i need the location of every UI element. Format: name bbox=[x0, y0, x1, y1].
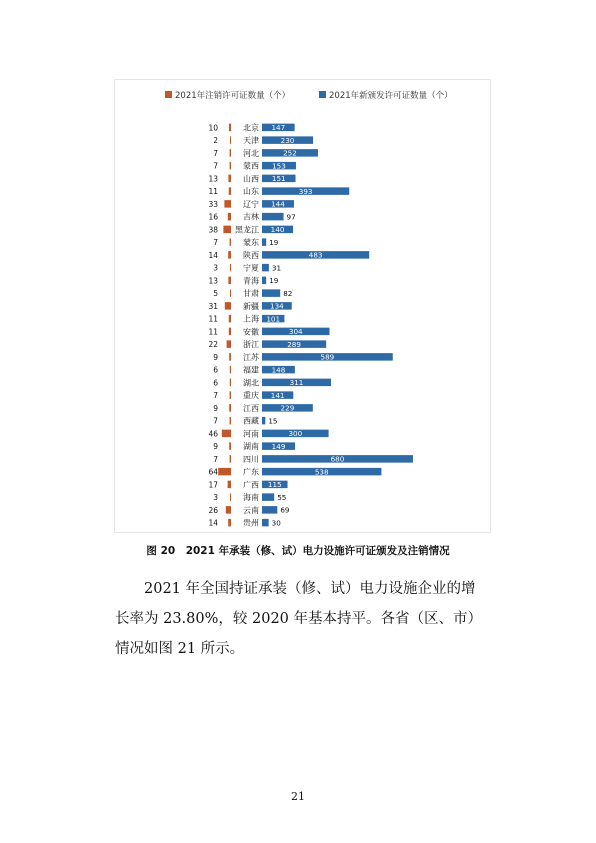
cancelled-value-label: 38 bbox=[208, 225, 218, 235]
cancelled-bar bbox=[230, 136, 231, 144]
cancelled-bar bbox=[229, 353, 231, 361]
issued-bar bbox=[262, 264, 269, 272]
issued-value-label: 69 bbox=[280, 505, 290, 515]
cancelled-value-label: 7 bbox=[213, 161, 218, 171]
category-label: 四川 bbox=[243, 454, 259, 464]
issued-value-label: 153 bbox=[272, 161, 286, 171]
category-label: 辽宁 bbox=[243, 199, 259, 209]
cancelled-bar bbox=[224, 200, 231, 208]
category-label: 蒙东 bbox=[243, 238, 259, 248]
issued-value-label: 393 bbox=[298, 186, 313, 196]
cancelled-value-label: 11 bbox=[208, 314, 218, 324]
issued-value-label: 589 bbox=[320, 352, 335, 362]
cancelled-value-label: 6 bbox=[213, 365, 218, 375]
category-label: 北京 bbox=[243, 123, 259, 133]
cancelled-bar bbox=[230, 149, 231, 157]
issued-value-label: 151 bbox=[271, 174, 286, 184]
body-paragraph-block bbox=[115, 574, 487, 664]
issued-value-label: 149 bbox=[271, 441, 286, 451]
body-paragraph: 2021 年全国持证承装（修、试）电力设施企业的增长率为 23.80%，较 2020 年基本持平。各省（区、市）情况如图 21 所示。 bbox=[115, 581, 483, 657]
category-label: 宁夏 bbox=[243, 263, 259, 273]
category-label: 江西 bbox=[243, 403, 259, 413]
issued-bar bbox=[262, 417, 265, 425]
legend-label-cancelled: 2021年注销许可证数量（个） bbox=[175, 91, 291, 101]
category-label: 西藏 bbox=[243, 416, 259, 426]
cancelled-bar bbox=[228, 277, 231, 285]
cancelled-bar bbox=[228, 481, 231, 489]
cancelled-bar bbox=[226, 506, 231, 514]
category-label: 安徽 bbox=[243, 327, 259, 337]
issued-value-label: 148 bbox=[271, 365, 286, 375]
cancelled-value-label: 7 bbox=[213, 416, 218, 426]
cancelled-bar bbox=[228, 519, 231, 527]
issued-bar bbox=[262, 289, 280, 297]
cancelled-bar bbox=[229, 187, 231, 195]
cancelled-bar bbox=[228, 213, 231, 221]
category-label: 甘肃 bbox=[243, 289, 259, 299]
cancelled-bar bbox=[230, 289, 231, 297]
issued-value-label: 19 bbox=[269, 237, 279, 247]
category-label: 湖北 bbox=[243, 378, 259, 388]
issued-value-label: 538 bbox=[314, 467, 329, 477]
cancelled-value-label: 33 bbox=[208, 199, 218, 209]
issued-value-label: 311 bbox=[289, 378, 304, 388]
issued-value-label: 134 bbox=[270, 301, 284, 311]
cancelled-bar bbox=[228, 251, 231, 259]
figure-caption: 图 20 2021 年承装（修、试）电力设施许可证颁发及注销情况 bbox=[146, 545, 450, 557]
cancelled-value-label: 5 bbox=[213, 289, 218, 299]
issued-value-label: 82 bbox=[283, 288, 293, 298]
category-label: 云南 bbox=[243, 505, 259, 515]
cancelled-bar bbox=[229, 124, 231, 132]
cancelled-value-label: 9 bbox=[213, 352, 218, 362]
issued-bar bbox=[262, 506, 277, 514]
cancelled-value-label: 26 bbox=[208, 505, 218, 515]
cancelled-bar bbox=[230, 493, 231, 501]
category-label: 浙江 bbox=[243, 340, 259, 350]
issued-value-label: 141 bbox=[270, 390, 285, 400]
legend-label-issued: 2021年新颁发许可证数量（个） bbox=[329, 91, 453, 101]
category-label: 广西 bbox=[243, 480, 259, 490]
issued-value-label: 30 bbox=[271, 518, 281, 528]
cancelled-bar bbox=[229, 328, 231, 336]
issued-value-label: 97 bbox=[286, 212, 296, 222]
issued-value-label: 55 bbox=[277, 492, 287, 502]
cancelled-value-label: 7 bbox=[213, 391, 218, 401]
cancelled-value-label: 13 bbox=[208, 276, 218, 286]
issued-value-label: 289 bbox=[287, 339, 301, 349]
issued-value-label: 115 bbox=[267, 480, 282, 490]
cancelled-bar bbox=[230, 391, 231, 399]
issued-bar bbox=[262, 238, 266, 246]
category-label: 广东 bbox=[243, 467, 259, 477]
issued-value-label: 230 bbox=[280, 135, 295, 145]
page-number: 21 bbox=[291, 790, 305, 803]
cancelled-value-label: 14 bbox=[208, 518, 218, 528]
category-label: 黑龙江 bbox=[235, 225, 259, 235]
cancelled-bar bbox=[230, 264, 231, 272]
category-label: 江苏 bbox=[243, 352, 259, 362]
cancelled-value-label: 10 bbox=[208, 123, 218, 133]
cancelled-bar bbox=[230, 162, 231, 170]
cancelled-bar bbox=[228, 175, 231, 183]
category-label: 天津 bbox=[243, 136, 259, 146]
cancelled-value-label: 31 bbox=[208, 301, 218, 311]
cancelled-value-label: 46 bbox=[208, 429, 218, 439]
cancelled-bar bbox=[225, 302, 231, 310]
cancelled-value-label: 3 bbox=[213, 263, 218, 273]
category-label: 蒙西 bbox=[243, 161, 259, 171]
cancelled-value-label: 7 bbox=[213, 238, 218, 248]
issued-value-label: 483 bbox=[308, 250, 323, 260]
legend-swatch-issued bbox=[319, 91, 326, 98]
issued-value-label: 229 bbox=[280, 403, 295, 413]
cancelled-value-label: 22 bbox=[208, 340, 218, 350]
issued-value-label: 140 bbox=[270, 225, 285, 235]
cancelled-value-label: 17 bbox=[208, 480, 218, 490]
cancelled-value-label: 14 bbox=[208, 250, 218, 260]
cancelled-bar bbox=[230, 455, 231, 463]
cancelled-value-label: 7 bbox=[213, 148, 218, 158]
issued-value-label: 19 bbox=[269, 276, 279, 286]
cancelled-value-label: 2 bbox=[213, 136, 218, 146]
category-label: 新疆 bbox=[243, 301, 259, 311]
cancelled-value-label: 11 bbox=[208, 187, 218, 197]
category-label: 河南 bbox=[243, 429, 259, 439]
issued-value-label: 101 bbox=[266, 314, 281, 324]
issued-bar bbox=[262, 277, 266, 285]
category-label: 海南 bbox=[243, 493, 259, 503]
issued-value-label: 144 bbox=[271, 199, 285, 209]
category-label: 陕西 bbox=[243, 250, 259, 260]
chart-svg bbox=[115, 80, 492, 534]
cancelled-bar bbox=[229, 442, 231, 450]
category-label: 青海 bbox=[243, 276, 259, 286]
category-label: 吉林 bbox=[243, 212, 259, 222]
cancelled-bar bbox=[222, 430, 231, 438]
issued-value-label: 300 bbox=[288, 429, 303, 439]
issued-bar bbox=[262, 213, 284, 221]
category-label: 山东 bbox=[243, 187, 259, 197]
cancelled-value-label: 13 bbox=[208, 174, 218, 184]
cancelled-value-label: 7 bbox=[213, 454, 218, 464]
cancelled-value-label: 3 bbox=[213, 493, 218, 503]
issued-bar bbox=[262, 519, 269, 527]
cancelled-bar bbox=[227, 340, 231, 348]
cancelled-bar bbox=[218, 468, 231, 476]
category-label: 贵州 bbox=[243, 518, 259, 528]
category-label: 福建 bbox=[243, 365, 259, 375]
cancelled-bar bbox=[230, 366, 231, 374]
cancelled-bar bbox=[230, 238, 231, 246]
cancelled-value-label: 11 bbox=[208, 327, 218, 337]
cancelled-value-label: 64 bbox=[208, 467, 218, 477]
category-label: 上海 bbox=[243, 314, 259, 324]
category-label: 湖南 bbox=[243, 442, 259, 452]
issued-value-label: 147 bbox=[271, 123, 286, 133]
cancelled-bar bbox=[229, 404, 231, 412]
cancelled-value-label: 9 bbox=[213, 403, 218, 413]
issued-value-label: 252 bbox=[283, 148, 297, 158]
issued-value-label: 15 bbox=[268, 416, 278, 426]
cancelled-bar bbox=[223, 226, 231, 234]
cancelled-value-label: 6 bbox=[213, 378, 218, 388]
cancelled-bar bbox=[229, 315, 231, 323]
category-label: 山西 bbox=[243, 174, 259, 184]
issued-value-label: 680 bbox=[330, 454, 345, 464]
cancelled-bar bbox=[230, 379, 231, 387]
category-label: 河北 bbox=[243, 148, 259, 158]
cancelled-bar bbox=[230, 417, 231, 425]
issued-value-label: 31 bbox=[271, 263, 282, 273]
cancelled-value-label: 9 bbox=[213, 442, 218, 452]
cancelled-value-label: 16 bbox=[208, 212, 218, 222]
issued-value-label: 304 bbox=[288, 327, 303, 337]
chart-figure bbox=[114, 79, 491, 533]
category-label: 重庆 bbox=[243, 391, 259, 401]
issued-bar bbox=[262, 493, 274, 501]
legend-swatch-cancelled bbox=[165, 91, 172, 98]
